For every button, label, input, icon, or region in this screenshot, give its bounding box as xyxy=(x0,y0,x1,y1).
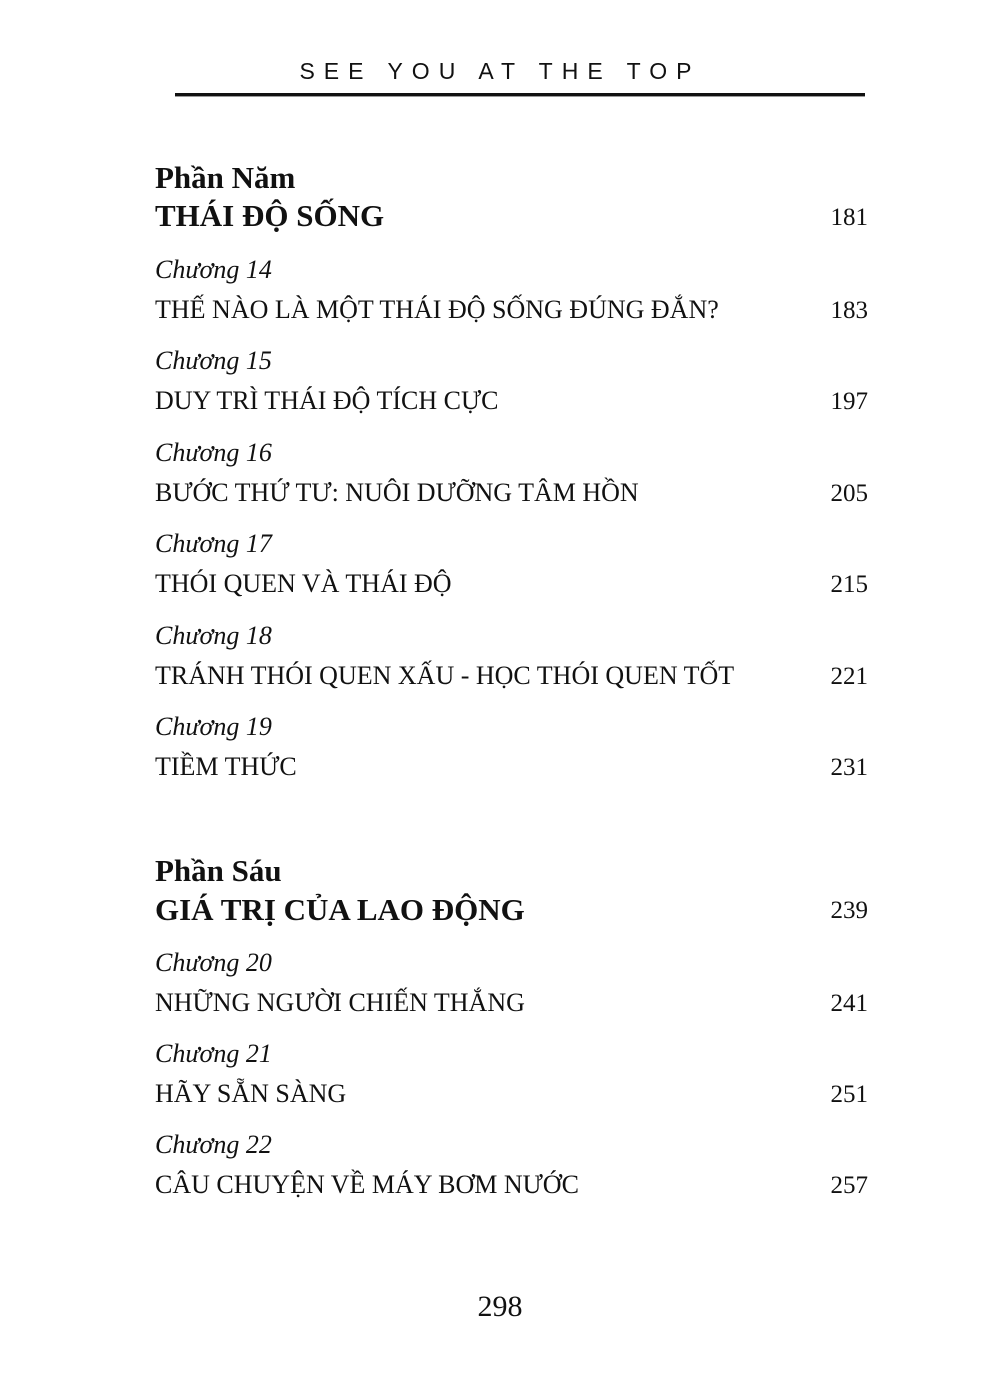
running-header: SEE YOU AT THE TOP xyxy=(299,58,701,84)
chapter-label: Chương 16 xyxy=(155,438,272,467)
page-number-folio: 298 xyxy=(477,1290,523,1323)
chapter-page-number: 197 xyxy=(830,388,868,415)
chapter-page-number: 257 xyxy=(830,1172,868,1199)
chapter-title: TIỀM THỨC xyxy=(155,752,297,781)
chapter-title: THÓI QUEN VÀ THÁI ĐỘ xyxy=(155,569,452,598)
part-label: Phần Năm xyxy=(155,160,296,195)
chapter-page-number: 183 xyxy=(830,297,868,324)
chapter-title: BƯỚC THỨ TƯ: NUÔI DƯỠNG TÂM HỒN xyxy=(155,478,639,507)
header-rule-shadow xyxy=(175,96,865,97)
chapter-label: Chương 21 xyxy=(155,1039,272,1068)
chapter-title: HÃY SẴN SÀNG xyxy=(155,1079,347,1108)
chapter-page-number: 251 xyxy=(830,1081,868,1108)
chapter-page-number: 221 xyxy=(830,663,868,690)
part-title: THÁI ĐỘ SỐNG xyxy=(155,198,385,233)
part-title: GIÁ TRỊ CỦA LAO ĐỘNG xyxy=(155,892,525,927)
chapter-label: Chương 14 xyxy=(155,255,272,284)
part-label: Phần Sáu xyxy=(155,853,282,888)
part-page-number: 239 xyxy=(830,897,868,924)
chapter-page-number: 205 xyxy=(830,480,868,507)
chapter-label: Chương 17 xyxy=(155,529,272,558)
part-page-number: 181 xyxy=(830,204,868,231)
chapter-label: Chương 20 xyxy=(155,948,272,977)
chapter-page-number: 231 xyxy=(830,754,868,781)
chapter-title: THẾ NÀO LÀ MỘT THÁI ĐỘ SỐNG ĐÚNG ĐẮN? xyxy=(155,295,719,324)
chapter-label: Chương 22 xyxy=(155,1130,272,1159)
chapter-label: Chương 15 xyxy=(155,346,272,375)
chapter-label: Chương 18 xyxy=(155,621,272,650)
chapter-title: CÂU CHUYỆN VỀ MÁY BƠM NƯỚC xyxy=(155,1170,579,1199)
chapter-page-number: 215 xyxy=(830,571,868,598)
chapter-title: NHỮNG NGƯỜI CHIẾN THẮNG xyxy=(155,988,525,1017)
chapter-label: Chương 19 xyxy=(155,712,272,741)
chapter-title: DUY TRÌ THÁI ĐỘ TÍCH CỰC xyxy=(155,386,499,415)
chapter-page-number: 241 xyxy=(830,990,868,1017)
chapter-title: TRÁNH THÓI QUEN XẤU - HỌC THÓI QUEN TỐT xyxy=(155,661,735,690)
